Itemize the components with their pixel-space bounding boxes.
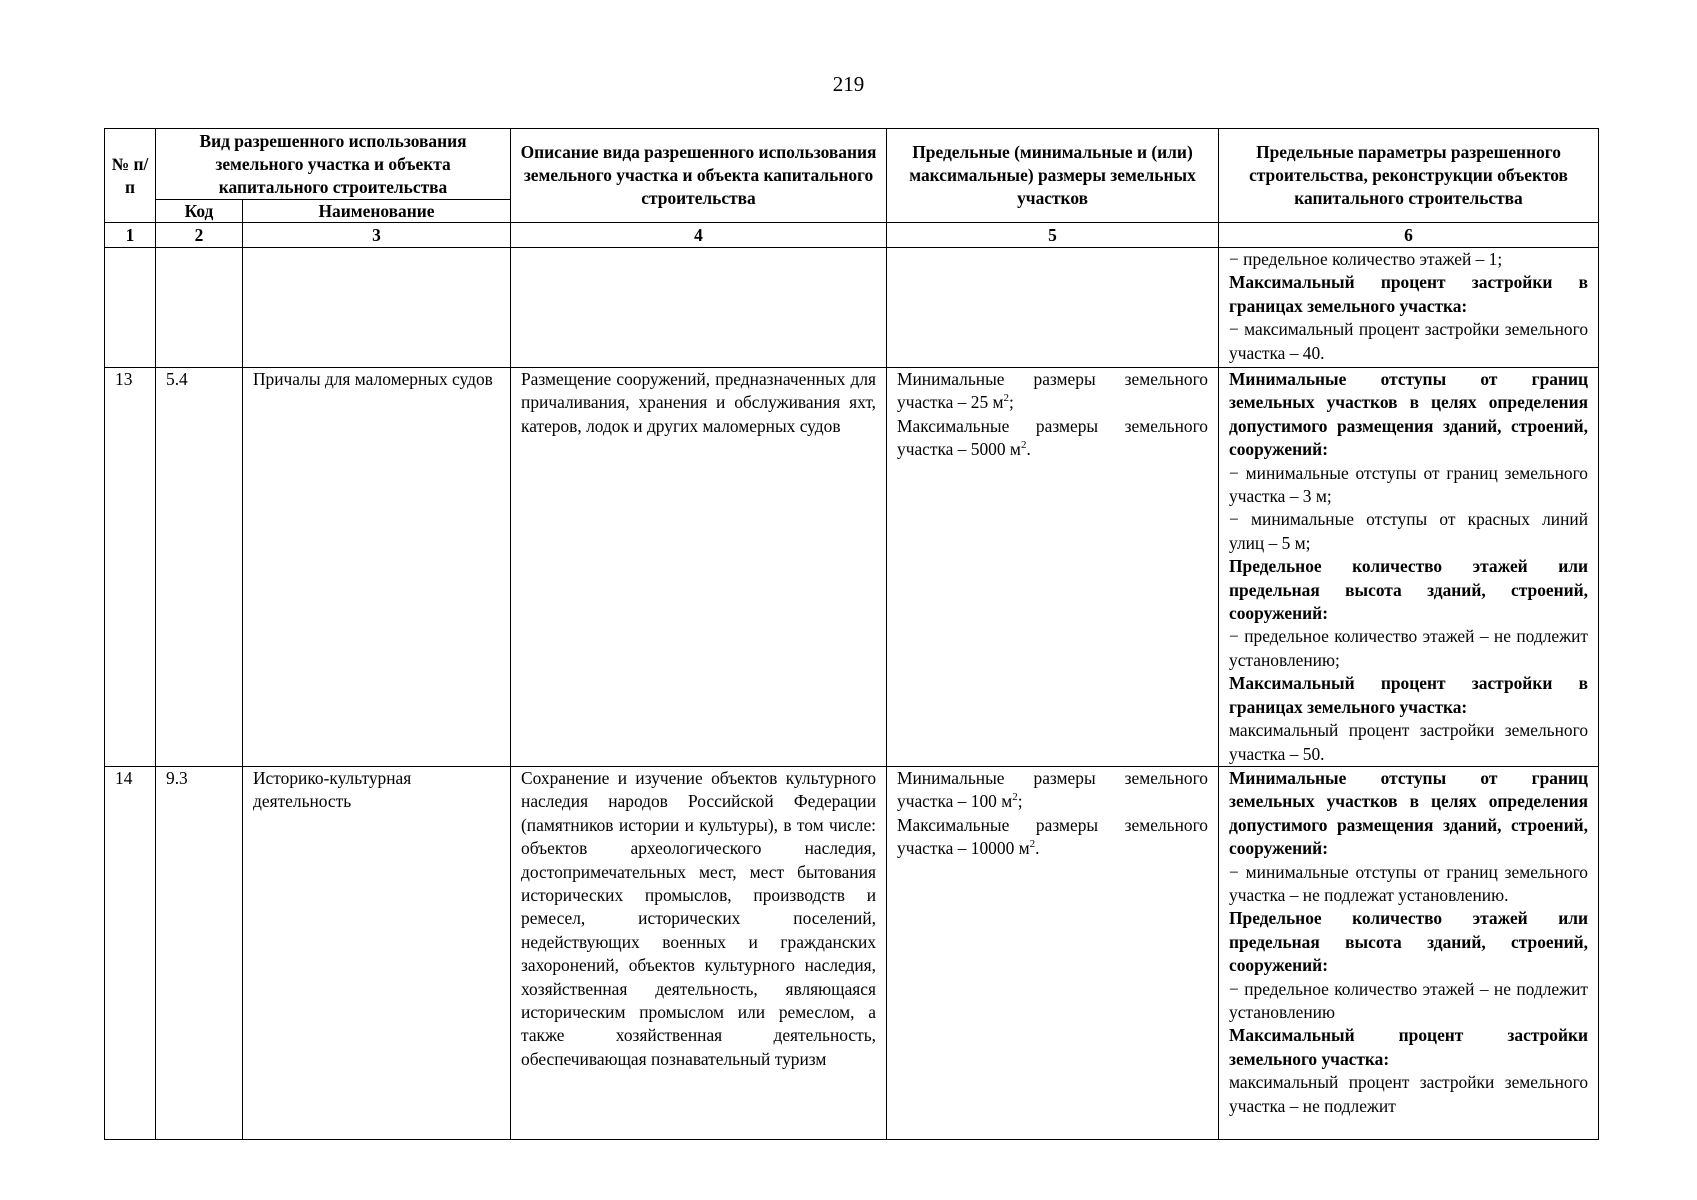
header-index-2: 2 bbox=[156, 223, 243, 248]
row-number: 14 bbox=[105, 767, 156, 1140]
param-item: − предельное количество этажей – не подлежит установлению; bbox=[1229, 626, 1589, 670]
param-item: − предельное количество этажей – 1; bbox=[1229, 249, 1503, 269]
row-name: Историко-культурная деятельность bbox=[243, 767, 511, 1140]
row-name: Причалы для маломерных судов bbox=[243, 368, 511, 767]
header-index-6: 6 bbox=[1219, 223, 1599, 248]
table-row bbox=[105, 368, 1599, 767]
row-description bbox=[511, 248, 887, 368]
plot-size-line: Минимальные размеры земельного участка – 25 $м^2$; bbox=[897, 369, 1209, 413]
row-code: 9.3 bbox=[156, 767, 243, 1140]
param-heading: Максимальный процент застройки земельного участка: bbox=[1229, 1025, 1589, 1069]
header-index-1: 1 bbox=[105, 223, 156, 248]
table-row bbox=[105, 767, 1599, 1140]
param-item: − минимальные отступы от границ земельного участка – не подлежат установлению. bbox=[1229, 861, 1589, 906]
row-code bbox=[156, 248, 243, 368]
plot-size-line: Максимальные размеры земельного участка – 10000 $м^2$. bbox=[897, 814, 1209, 859]
row-plot-sizes bbox=[887, 368, 1219, 767]
row-number: 13 bbox=[105, 368, 156, 767]
header-use-type-group: Вид разрешенного использования земельного участка и объекта капитального строительства bbox=[156, 129, 511, 200]
header-description: Описание вида разрешенного использования земельного участка и объекта капитального строительства bbox=[511, 129, 887, 223]
header-construction-params: Предельные параметры разрешенного строительства, реконструкции объектов капитального строительства bbox=[1219, 129, 1599, 223]
page-number: 219 bbox=[832, 72, 865, 96]
table-header bbox=[105, 129, 1599, 248]
plot-size-line: Минимальные размеры земельного участка – 100 $м^2$; bbox=[897, 768, 1209, 812]
param-item: − минимальные отступы от красных линий улиц – 5 м; bbox=[1229, 509, 1589, 553]
row-description: Размещение сооружений, предназначенных для причаливания, хранения и обслуживания яхт, катеров, лодок и других маломерных судов bbox=[511, 368, 887, 767]
param-heading: Минимальные отступы от границ земельных участков в целях определения допустимого размещения зданий, строений, сооружений: bbox=[1229, 369, 1589, 460]
row-name bbox=[243, 248, 511, 368]
param-item: − максимальный процент застройки земельного участка – 40. bbox=[1229, 319, 1589, 363]
param-item: − предельное количество этажей – не подлежит установлению bbox=[1229, 978, 1589, 1023]
table-row bbox=[105, 248, 1599, 368]
row-number bbox=[105, 248, 156, 368]
plot-size-line: Максимальные размеры земельного участка – 5000 $м^2$. bbox=[897, 415, 1209, 460]
row-plot-sizes bbox=[887, 248, 1219, 368]
header-index-3: 3 bbox=[243, 223, 511, 248]
param-heading: Максимальный процент застройки в границах земельного участка: bbox=[1229, 272, 1589, 316]
row-construction-params bbox=[1219, 368, 1599, 767]
param-heading: Минимальные отступы от границ земельных участков в целях определения допустимого размещения зданий, строений, сооружений: bbox=[1229, 768, 1589, 859]
header-plot-sizes: Предельные (минимальные и (или) максимальные) размеры земельных участков bbox=[887, 129, 1219, 223]
param-heading: Предельное количество этажей или предельная высота зданий, строений, сооружений: bbox=[1229, 908, 1589, 976]
header-num: № п/п bbox=[105, 129, 156, 223]
param-item: максимальный процент застройки земельного участка – не подлежит bbox=[1229, 1072, 1589, 1116]
row-plot-sizes bbox=[887, 767, 1219, 1140]
param-heading: Максимальный процент застройки в границах земельного участка: bbox=[1229, 673, 1589, 717]
param-item: − минимальные отступы от границ земельного участка – 3 м; bbox=[1229, 462, 1589, 507]
param-item: максимальный процент застройки земельного участка – 50. bbox=[1229, 720, 1589, 764]
header-index-4: 4 bbox=[511, 223, 887, 248]
row-construction-params bbox=[1219, 248, 1599, 368]
header-index-5: 5 bbox=[887, 223, 1219, 248]
row-code: 5.4 bbox=[156, 368, 243, 767]
row-description: Сохранение и изучение объектов культурного наследия народов Российской Федерации (памятников истории и культуры), в том числе: объектов археологического наследия, достопримечательных мест, мест бытования исторических промыслов, производств и ремесел, исторических поселений, недействующих военных и гражданских захоронений, объектов культурного наследия, хозяйственная деятельность, являющаяся историческим промыслом или ремеслом, а также хозяйственная деятельность, обеспечивающая познавательный туризм bbox=[511, 767, 887, 1140]
row-construction-params bbox=[1219, 767, 1599, 1140]
land-use-table bbox=[104, 128, 1599, 1140]
header-name: Наименование bbox=[243, 200, 511, 223]
param-heading: Предельное количество этажей или предельная высота зданий, строений, сооружений: bbox=[1229, 556, 1589, 624]
header-code: Код bbox=[156, 200, 243, 223]
